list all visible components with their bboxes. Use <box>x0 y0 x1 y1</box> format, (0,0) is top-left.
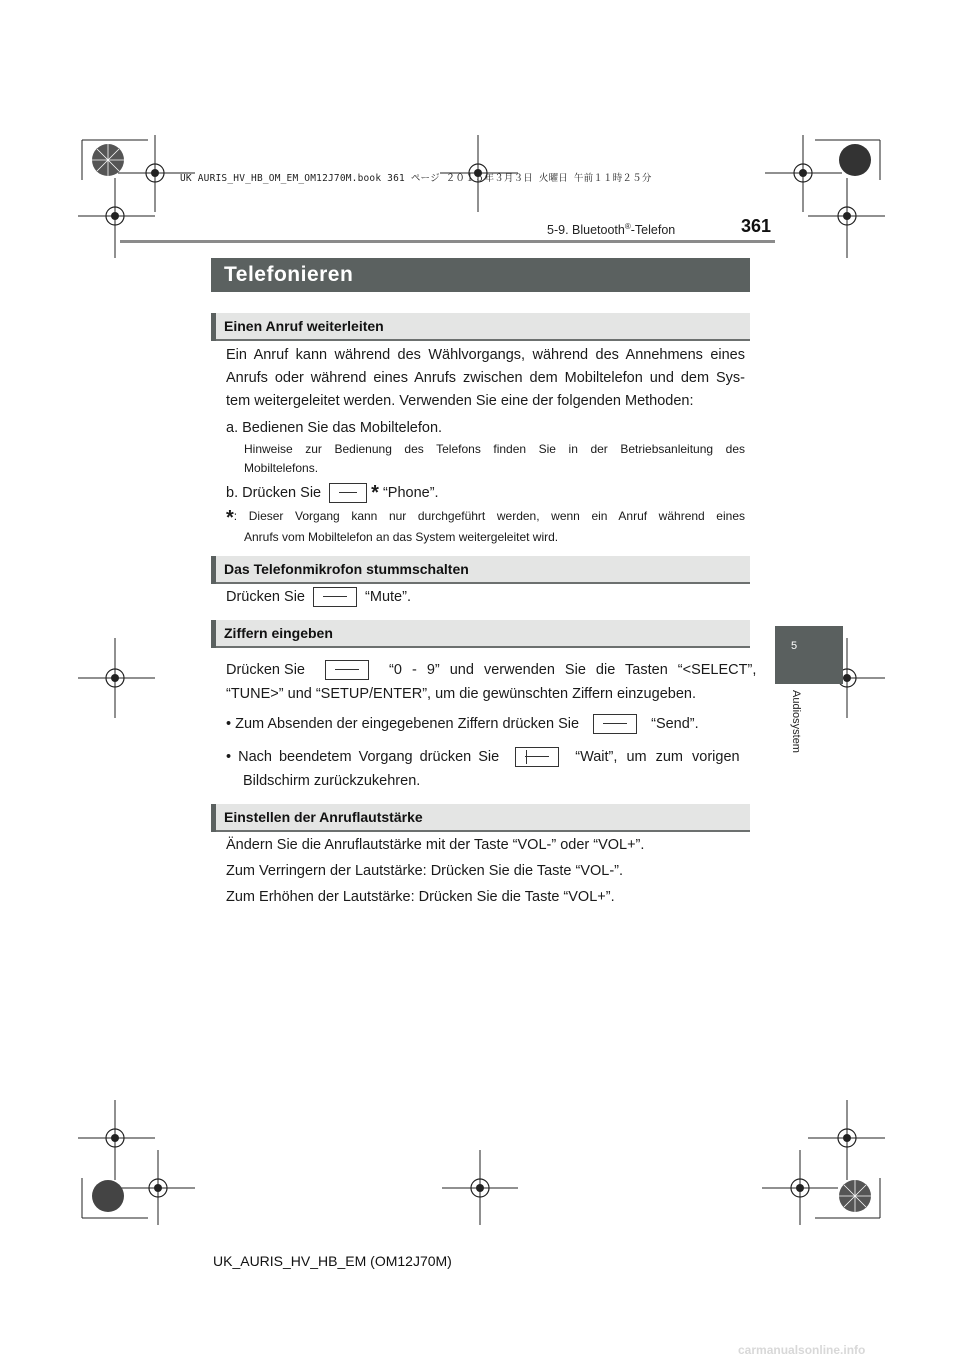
forward-intro-line2: Anrufs oder während eines Anrufs zwischen dem Mobiltelefon und dem Sys- <box>226 370 745 386</box>
page-number: 361 <box>741 216 772 236</box>
digits-line1: Drücken Sie “0 - 9” und verwenden Sie die Tasten “<SELECT”, <box>226 659 745 682</box>
forward-intro-line3: tem weitergeleitet werden. Verwenden Sie eine der folgenden Methoden: <box>226 393 694 409</box>
section-heading-digits: Ziffern eingeben <box>211 620 750 648</box>
section-heading-volume: Einstellen der Anruflautstärke <box>211 804 750 832</box>
digits-bullet-wait-line2: Bildschirm zurückzukehren. <box>243 773 421 789</box>
digits-key-icon <box>325 660 369 680</box>
page-title: Telefonieren <box>224 263 354 286</box>
wait-key-icon <box>515 747 559 767</box>
forward-item-a: a. Bedienen Sie das Mobiltelefon. <box>226 420 443 436</box>
footer-code: UK_AURIS_HV_HB_EM (OM12J70M) <box>213 1253 452 1269</box>
forward-note-a-line2: Mobiltelefons. <box>244 461 319 475</box>
section-heading-mute: Das Telefonmikrofon stummschalten <box>211 556 750 584</box>
send-key-icon <box>593 714 637 734</box>
forward-note-a-line1: Hinweise zur Bedienung des Telefons finden Sie in der Betriebsanleitung des <box>244 442 745 456</box>
mute-key-icon <box>313 587 357 607</box>
volume-line3: Zum Erhöhen der Lautstärke: Drücken Sie die Taste “VOL+”. <box>226 889 615 905</box>
chapter-number: 5 <box>791 640 798 652</box>
header-rule <box>120 240 775 243</box>
chapter-tab <box>775 626 843 684</box>
forward-intro-line1: Ein Anruf kann während des Wählvorgangs, während des Annehmens eines <box>226 347 745 363</box>
digits-bullet-send: • Zum Absenden der eingegebenen Ziffern drücken Sie “Send”. <box>226 713 699 736</box>
digits-line2: “TUNE>” und “SETUP/ENTER”, um die gewünschten Ziffern einzugeben. <box>226 686 696 702</box>
forward-footnote: *: Dieser Vorgang kann nur durchgeführt werden, wenn ein Anruf während eines Anrufs vom Mobiltelefon an das System weitergeleitet wird. <box>226 507 745 544</box>
phone-key-icon <box>329 483 367 503</box>
running-head: 5-9. Bluetooth®-Telefon <box>547 222 676 238</box>
print-slug: UK AURIS_HV_HB_OM_EM_OM12J70M.book 361 ページ ２０１５年３月３日 火曜日 午前１１時２５分 <box>180 173 652 184</box>
chapter-label: Audiosystem <box>790 690 802 753</box>
volume-line2: Zum Verringern der Lautstärke: Drücken Sie die Taste “VOL-”. <box>226 863 624 879</box>
section-heading-forward: Einen Anruf weiterleiten <box>211 313 750 341</box>
volume-line1: Ändern Sie die Anruflautstärke mit der Taste “VOL-” oder “VOL+”. <box>226 837 645 853</box>
mute-text: Drücken Sie “Mute”. <box>226 586 411 609</box>
digits-bullet-wait: • Nach beendetem Vorgang drücken Sie “Wait”, um zum vorigen <box>226 746 740 769</box>
forward-item-b: b. Drücken Sie * “Phone”. <box>226 482 439 504</box>
page-title-bar <box>211 258 750 292</box>
watermark: carmanualsonline.info <box>738 1343 866 1357</box>
